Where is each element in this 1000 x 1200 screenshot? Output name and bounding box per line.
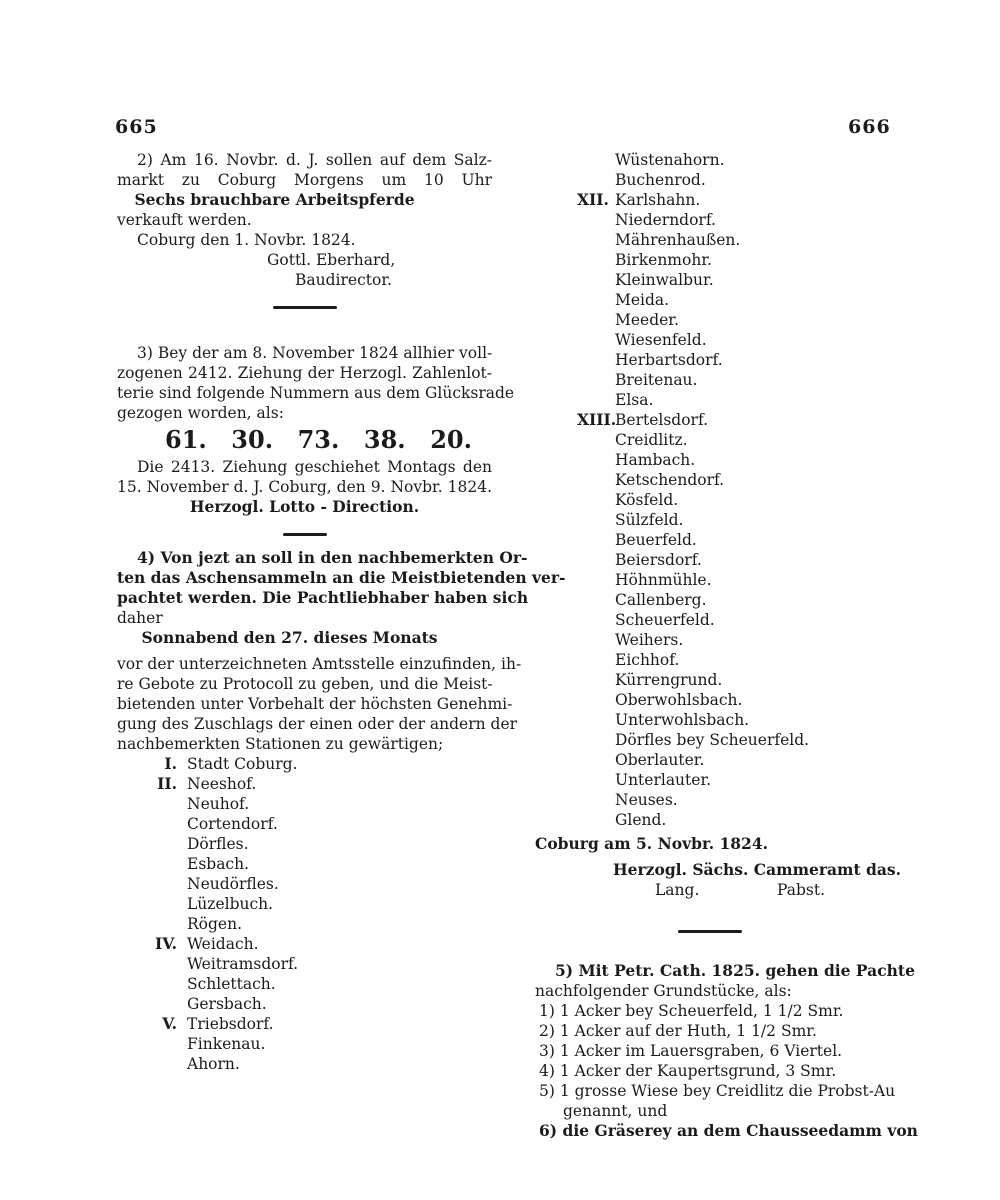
station-entry: Cortendorf. [187,815,278,833]
station-entry: Scheuerfeld. [615,611,715,629]
page-number-left: 665 [115,116,158,138]
notice-2-line-4: verkauft werden. [117,211,252,229]
station-entry: II. Neeshof. [157,774,257,793]
notice-2 [117,150,492,309]
parcel-item: 4) 1 Acker der Kaupertsgrund, 3 Smr. [539,1062,837,1080]
notice-2-signer-name: Gottl. Eberhard, [267,251,396,269]
parcel-item-continued: genannt, und [563,1102,668,1120]
issuing-office: Herzogl. Sächs. Cammeramt das. [613,860,902,879]
parcel-item: 2) 1 Acker auf der Huth, 1 1/2 Smr. [539,1022,817,1040]
right-page-column [535,150,918,1141]
station-entry: Weihers. [615,631,684,649]
lottery-number: 20. [430,425,472,454]
notice-4-line-7: bietenden unter Vorbehalt der höchsten Genehmi- [117,695,513,713]
notice-5 [535,961,918,1141]
station-entry: Glend. [615,811,667,829]
notice-3-line-1: 3) Bey der am 8. November 1824 allhier voll- [137,344,493,362]
parcel-list [535,1001,918,1141]
notice-4-line-3: pachtet werden. Die Pachtliebhaber haben sich [117,588,529,607]
signer-lang: Lang. [655,881,700,899]
left-page-column [117,150,566,1074]
station-entry: Lüzelbuch. [187,895,274,913]
notice-2-place-date: Coburg den 1. Novbr. 1824. [137,231,356,249]
station-entry: Oberwohlsbach. [615,691,743,709]
notice-3-line-2: zogenen 2412. Ziehung der Herzogl. Zahlenlot- [117,364,492,382]
lottery-number: 73. [297,425,340,454]
right-place-date: Coburg am 5. Novbr. 1824. [535,834,769,853]
station-entry: Finkenau. [187,1035,266,1053]
notice-3-line-5: Die 2413. Ziehung geschiehet Montags den [137,458,492,476]
notice-4-date-line: Sonnabend den 27. dieses Monats [141,628,438,647]
station-entry: Niederndorf. [615,211,716,229]
station-entry: Eichhof. [615,651,680,669]
station-entry: Weitramsdorf. [187,955,299,973]
station-entry: XII. Karlshahn. [577,190,701,209]
station-entry: Hambach. [615,451,696,469]
notice-4-line-2: ten das Aschensammeln an die Meistbietenden ver- [117,568,566,587]
station-entry: Ahorn. [187,1055,240,1073]
station-entry: Kleinwalbur. [615,271,714,289]
page-number-right: 666 [848,116,891,138]
lottery-number: 61. [165,425,207,454]
parcel-item: 3) 1 Acker im Lauersgraben, 6 Viertel. [539,1042,843,1060]
notice-4-line-5: vor der unterzeichneten Amtsstelle einzufinden, ih- [117,655,522,673]
station-entry: Schlettach. [187,975,276,993]
station-entry: Dörfles bey Scheuerfeld. [615,731,810,749]
station-entry: Breitenau. [615,371,698,389]
station-entry: Unterwohlsbach. [615,711,750,729]
signer-pabst: Pabst. [776,881,825,899]
notice-4 [117,548,566,1074]
station-entry: Wiesenfeld. [615,331,707,349]
station-entry: Buchenrod. [615,171,706,189]
notice-2-line-3: Sechs brauchbare Arbeitspferde [134,190,415,209]
parcel-item: 6) die Gräserey an dem Chausseedamm von [539,1121,918,1140]
station-entry: Sülzfeld. [615,511,684,529]
station-entry: Neudörfles. [187,875,279,893]
notice-3-line-3: terie sind folgende Nummern aus dem Glücksrade [117,384,515,402]
station-entry: Callenberg. [615,591,707,609]
notice-3-signature: Herzogl. Lotto - Direction. [189,497,420,516]
station-entry: Esbach. [187,855,250,873]
station-entry: Meeder. [615,311,679,329]
station-entry: I. Stadt Coburg. [164,754,298,773]
notice-3-line-6: 15. November d. J. Coburg, den 9. Novbr. 1824. [117,478,492,496]
notice-2-line-2: markt zu Coburg Morgens um 10 Uhr [117,171,492,189]
station-entry: Mährenhaußen. [615,231,741,249]
station-entry: Kösfeld. [615,491,679,509]
notice-4-line-9: nachbemerkten Stationen zu gewärtigen; [117,735,444,753]
station-entry: Beiersdorf. [615,551,702,569]
parcel-item: 5) 1 grosse Wiese bey Creidlitz die Probst-Au [539,1082,896,1100]
notice-4-line-4: daher [117,609,163,627]
station-entry: Gersbach. [187,995,267,1013]
lottery-numbers [117,423,492,457]
station-entry: Beuerfeld. [615,531,697,549]
station-entry: Unterlauter. [615,771,712,789]
station-list-left [117,754,492,1074]
lottery-number: 38. [363,425,406,454]
notice-4-line-1: 4) Von jezt an soll in den nachbemerkten Or- [137,548,528,567]
station-entry: Wüstenahorn. [615,151,725,169]
station-entry: Ketschendorf. [615,471,725,489]
station-entry: Kürrengrund. [615,671,723,689]
station-list-right [535,150,885,830]
notice-5-line-1: 5) Mit Petr. Cath. 1825. gehen die Pachte [555,961,915,980]
station-entry: Birkenmohr. [615,251,712,269]
station-entry: XIII. Bertelsdorf. [577,410,709,429]
notice-2-signer-title: Baudirector. [295,271,392,289]
notice-3 [117,343,515,536]
station-entry: Neuhof. [187,795,250,813]
station-entry: Oberlauter. [615,751,705,769]
station-entry: V. Triebsdorf. [162,1014,274,1033]
station-entry: Neuses. [615,791,678,809]
notice-4-line-8: gung des Zuschlags der einen oder der andern der [117,715,518,733]
station-entry: Herbartsdorf. [615,351,723,369]
parcel-item: 1) 1 Acker bey Scheuerfeld, 1 1/2 Smr. [539,1002,844,1020]
notice-3-line-4: gezogen worden, als: [117,404,284,422]
station-entry: Elsa. [615,391,654,409]
lottery-number: 30. [231,425,274,454]
notice-4-line-6: re Gebote zu Protocoll zu geben, und die Meist- [117,675,493,693]
station-entry: Creidlitz. [615,431,688,449]
station-entry: IV. Weidach. [155,934,259,953]
station-entry: Dörfles. [187,835,249,853]
notice-2-line-1: 2) Am 16. Novbr. d. J. sollen auf dem Salz- [137,151,492,169]
station-entry: Meida. [615,291,670,309]
station-entry: Rögen. [187,915,243,933]
notice-5-line-2: nachfolgender Grundstücke, als: [535,982,792,1000]
station-entry: Höhnmühle. [615,571,712,589]
signatures [535,880,885,900]
